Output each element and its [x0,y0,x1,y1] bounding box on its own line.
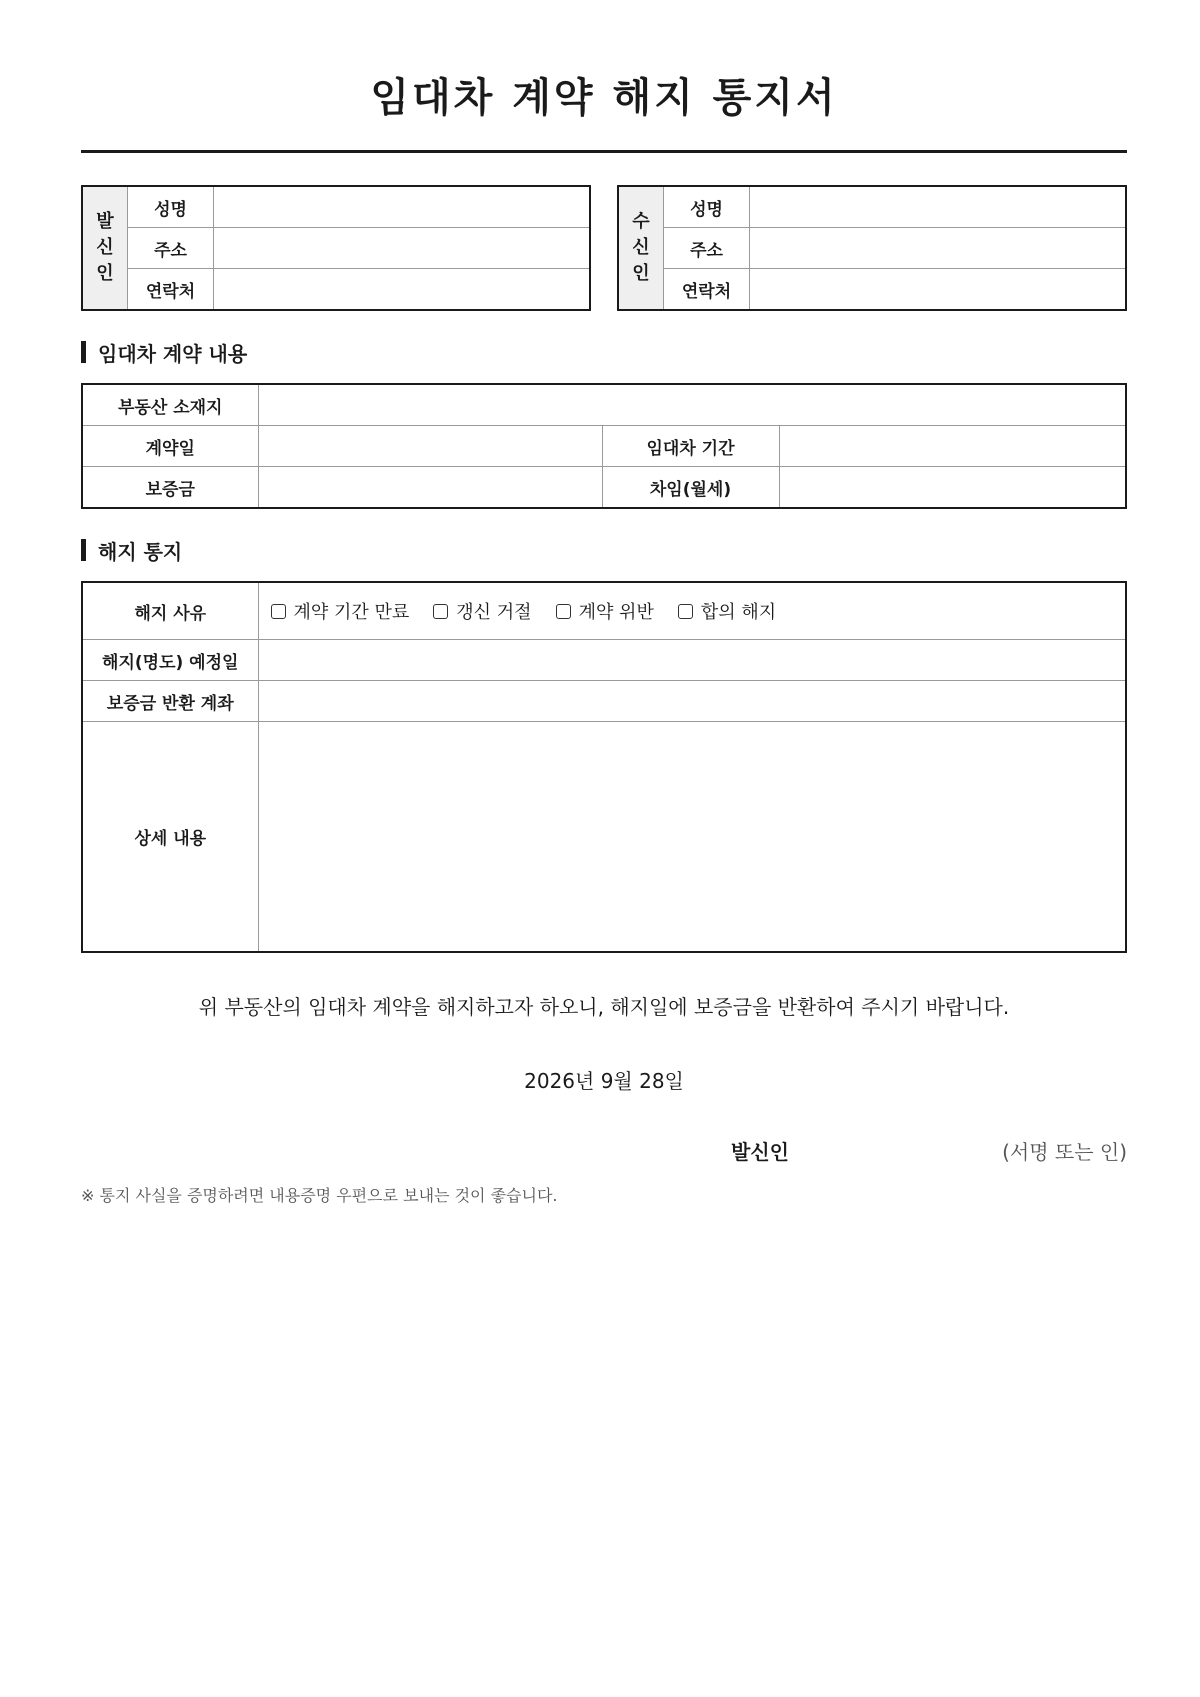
contract-section-title: 임대차 계약 내용 [98,341,248,366]
details-label: 상세 내용 [82,722,258,953]
termination-table [81,581,1127,953]
footnote: ※ 통지 사실을 증명하려면 내용증명 우편으로 보내는 것이 좋습니다. [81,1186,558,1205]
sender-side-label [82,186,128,310]
sender-side-char: 인 [96,263,114,284]
move-out-date-label: 해지(명도) 예정일 [82,640,258,681]
title-divider [81,150,1127,153]
recipient-side-char: 인 [632,263,650,284]
signature-seal-hint: (서명 또는 인) [1002,1140,1127,1164]
recipient-side-label [618,186,664,310]
sender-name-label: 성명 [128,186,214,228]
contract-date-label: 계약일 [82,426,258,467]
contract-section-heading [81,337,1127,367]
refund-account-label: 보증금 반환 계좌 [82,681,258,722]
property-location-field[interactable] [258,384,1126,426]
checkbox-icon[interactable] [271,604,286,619]
request-statement: 위 부동산의 임대차 계약을 해지하고자 하오니, 해지일에 보증금을 반환하여 주시기 바랍니다. [198,995,1010,1019]
parties-row [81,185,1127,311]
reason-option-label: 합의 해지 [700,602,777,623]
signature-line [81,1137,1127,1167]
termination-reason-label: 해지 사유 [82,582,258,640]
sender-table [81,185,591,311]
reason-option-expiry[interactable] [271,598,410,624]
recipient-side-char: 수 [632,211,650,232]
contract-table [81,383,1127,509]
reason-option-label: 계약 기간 만료 [293,602,410,623]
reason-option-breach[interactable] [556,598,654,624]
reason-option-mutual[interactable] [678,598,776,624]
termination-section-heading [81,535,1127,565]
monthly-rent-label: 차임(월세) [602,467,779,509]
reason-option-renewal-refusal[interactable] [433,598,531,624]
recipient-name-field[interactable] [750,186,1127,228]
checkbox-icon[interactable] [678,604,693,619]
section-marker [81,539,86,561]
sender-contact-field[interactable] [214,269,591,311]
deposit-field[interactable] [258,467,602,509]
reason-option-label: 갱신 거절 [456,602,532,623]
deposit-label: 보증금 [82,467,258,509]
recipient-table [617,185,1127,311]
notice-form [81,0,1127,1207]
sender-address-label: 주소 [128,228,214,269]
termination-section-title: 해지 통지 [98,539,183,564]
checkbox-icon[interactable] [433,604,448,619]
contract-date-field[interactable] [258,426,602,467]
recipient-contact-label: 연락처 [664,269,750,311]
termination-reason-options [258,582,1126,640]
sender-side-char: 발 [96,211,114,232]
property-location-label: 부동산 소재지 [82,384,258,426]
document-title: 임대차 계약 해지 통지서 [370,75,838,121]
recipient-contact-field[interactable] [750,269,1127,311]
recipient-address-label: 주소 [664,228,750,269]
signature-sender-label: 발신인 [731,1140,789,1164]
sender-side-char: 신 [96,237,114,258]
move-out-date-field[interactable] [258,640,1126,681]
lease-period-field[interactable] [779,426,1126,467]
section-marker [81,341,86,363]
recipient-name-label: 성명 [664,186,750,228]
details-field[interactable] [258,722,1126,953]
lease-period-label: 임대차 기간 [602,426,779,467]
refund-account-field[interactable] [258,681,1126,722]
notice-date: 2026년 9월 28일 [524,1069,684,1093]
sender-address-field[interactable] [214,228,591,269]
sender-contact-label: 연락처 [128,269,214,311]
sender-name-field[interactable] [214,186,591,228]
recipient-side-char: 신 [632,237,650,258]
recipient-address-field[interactable] [750,228,1127,269]
monthly-rent-field[interactable] [779,467,1126,509]
reason-option-label: 계약 위반 [578,602,654,623]
checkbox-icon[interactable] [556,604,571,619]
